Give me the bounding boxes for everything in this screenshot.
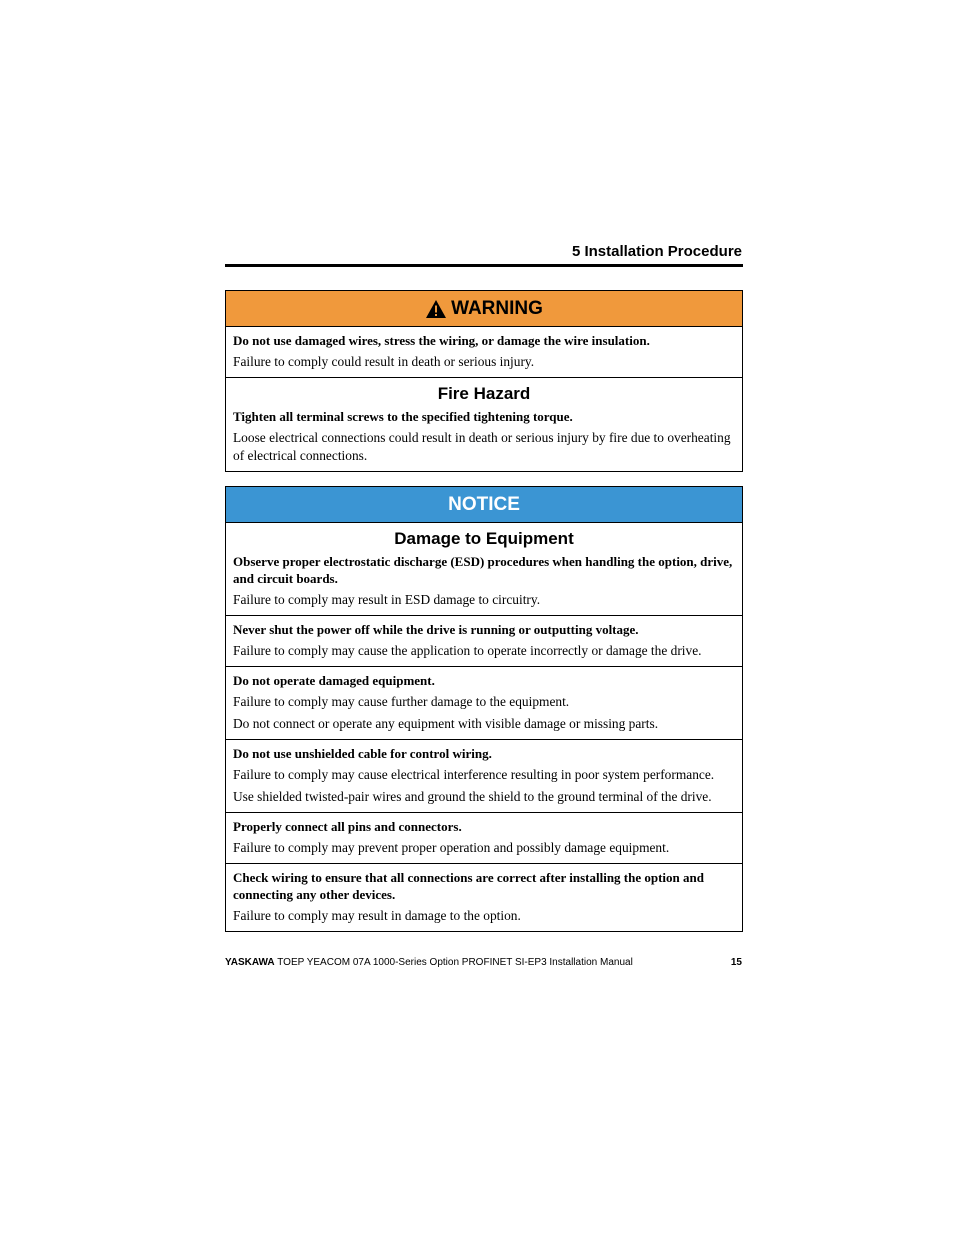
fire-hazard-heading: Fire Hazard bbox=[437, 384, 531, 403]
warning-box bbox=[225, 290, 743, 472]
notice-row bbox=[226, 616, 742, 667]
warning-consequence: Failure to comply could result in death or serious injury. bbox=[233, 354, 535, 369]
warning-label: WARNING bbox=[451, 297, 543, 319]
notice-row bbox=[226, 813, 742, 864]
warning-row bbox=[226, 378, 742, 471]
notice-consequence: Failure to comply may prevent proper operation and possibly damage equipment. bbox=[233, 840, 670, 855]
notice-consequence: Failure to comply may result in ESD damage to circuitry. bbox=[233, 592, 541, 607]
footer-title-text: TOEP YEACOM 07A 1000-Series Option PROFINET SI-EP3 Installation Manual bbox=[274, 957, 633, 968]
warning-row bbox=[226, 327, 742, 378]
notice-statement: Never shut the power off while the drive is running or outputting voltage. bbox=[233, 622, 639, 637]
notice-row bbox=[226, 740, 742, 813]
notice-label: NOTICE bbox=[448, 493, 520, 515]
warning-statement: Do not use damaged wires, stress the wiring, or damage the wire insulation. bbox=[233, 333, 650, 348]
footer-manual-title bbox=[225, 956, 633, 969]
notice-banner bbox=[226, 487, 742, 523]
notice-statement: Properly connect all pins and connectors. bbox=[233, 819, 462, 834]
notice-consequence: Failure to comply may cause the application to operate incorrectly or damage the drive. bbox=[233, 643, 702, 658]
notice-consequence: Failure to comply may cause further damage to the equipment. bbox=[233, 694, 570, 709]
notice-statement: Observe proper electrostatic discharge (ESD) procedures when handling the option, drive, and circuit boards. bbox=[233, 554, 733, 586]
page-number: 15 bbox=[730, 957, 742, 968]
notice-box bbox=[225, 486, 743, 932]
damage-to-equipment-heading: Damage to Equipment bbox=[394, 529, 574, 548]
header-rule bbox=[225, 264, 743, 267]
notice-consequence: Failure to comply may cause electrical interference resulting in poor system performance. bbox=[233, 767, 715, 782]
warning-triangle-icon bbox=[425, 299, 447, 319]
warning-statement: Tighten all terminal screws to the specified tightening torque. bbox=[233, 409, 573, 424]
warning-banner bbox=[226, 291, 742, 327]
notice-row bbox=[226, 523, 742, 616]
notice-consequence: Failure to comply may result in damage to the option. bbox=[233, 908, 521, 923]
notice-statement: Do not use unshielded cable for control wiring. bbox=[233, 746, 492, 761]
notice-statement: Check wiring to ensure that all connections are correct after installing the option and connecting any other devices. bbox=[233, 870, 704, 902]
footer-brand: YASKAWA bbox=[225, 957, 275, 968]
page-footer bbox=[225, 956, 742, 969]
section-title: 5 Installation Procedure bbox=[571, 243, 742, 260]
warning-consequence: Loose electrical connections could result in death or serious injury by fire due to overheating of electrical connections. bbox=[233, 430, 731, 463]
notice-consequence: Do not connect or operate any equipment with visible damage or missing parts. bbox=[233, 716, 659, 731]
notice-consequence: Use shielded twisted-pair wires and ground the shield to the ground terminal of the drive. bbox=[233, 789, 712, 804]
notice-statement: Do not operate damaged equipment. bbox=[233, 673, 435, 688]
notice-row bbox=[226, 864, 742, 931]
notice-row bbox=[226, 667, 742, 740]
